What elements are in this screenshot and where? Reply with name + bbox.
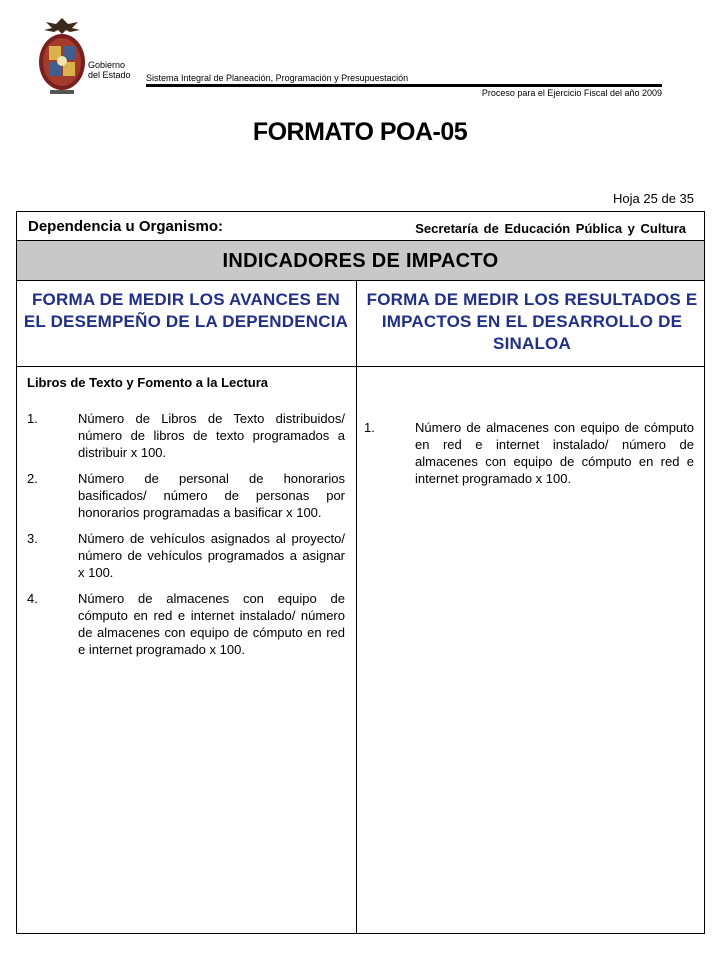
- program-subheading: Libros de Texto y Fomento a la Lectura: [27, 375, 269, 390]
- item-text: Número de vehículos asignados al proyecto/ número de vehículos programados a asignar x 100.: [78, 531, 345, 580]
- list-item: [27, 470, 345, 521]
- list-item: [27, 410, 345, 461]
- section-title: INDICADORES DE IMPACTO: [222, 250, 499, 272]
- item-number: 2.: [27, 471, 38, 486]
- dependency-label: Dependencia u Organismo:: [28, 218, 224, 235]
- column-header-impact: FORMA DE MEDIR LOS RESULTADOS E IMPACTOS EN EL DESARROLLO DE SINALOA: [366, 290, 698, 353]
- page-number: Hoja 25 de 35: [613, 191, 694, 206]
- column-headers-row: [17, 281, 704, 367]
- performance-column: [27, 375, 345, 667]
- page-title: FORMATO POA-05: [252, 118, 468, 146]
- system-name: Sistema Integral de Planeación, Programación y Presupuestación: [146, 73, 409, 83]
- column-header-performance: FORMA DE MEDIR LOS AVANCES EN EL DESEMPEÑO DE LA DEPENDENCIA: [23, 290, 349, 331]
- item-text: Número de almacenes con equipo de cómputo en red e internet instalado/ número de almacenes con equipo de cómputo en red e internet programado x 100.: [78, 591, 345, 657]
- section-header-row: [17, 241, 704, 281]
- item-text: Número de personal de honorarios basificados/ número de personas por honorarios programadas a basificar x 100.: [78, 471, 345, 520]
- impact-indicator-list: [364, 419, 694, 487]
- dependency-row: [17, 212, 704, 241]
- item-number: 1.: [364, 420, 375, 435]
- indicators-table: [16, 211, 705, 934]
- fiscal-process-label: Proceso para el Ejercicio Fiscal del año 2009: [481, 88, 662, 98]
- state-crest-logo: [36, 16, 88, 98]
- performance-indicator-list: [27, 410, 345, 658]
- list-item: [27, 530, 345, 581]
- item-text: Número de Libros de Texto distribuidos/ número de libros de texto programados a distribuir x 100.: [78, 411, 345, 460]
- list-item: [27, 590, 345, 658]
- item-number: 3.: [27, 531, 38, 546]
- item-number: 4.: [27, 591, 38, 606]
- header-rule: [146, 84, 662, 87]
- item-number: 1.: [27, 411, 38, 426]
- impact-column: [364, 419, 694, 496]
- gobierno-del-estado-label: Gobierno del Estado: [88, 60, 131, 80]
- list-item: [364, 419, 694, 487]
- item-text: Número de almacenes con equipo de cómputo en red e internet instalado/ número de almacenes con equipo de cómputo en red e internet programado x 100.: [415, 420, 694, 486]
- dependency-value: Secretaría de Educación Pública y Cultura: [415, 221, 686, 236]
- column-divider: [356, 281, 357, 933]
